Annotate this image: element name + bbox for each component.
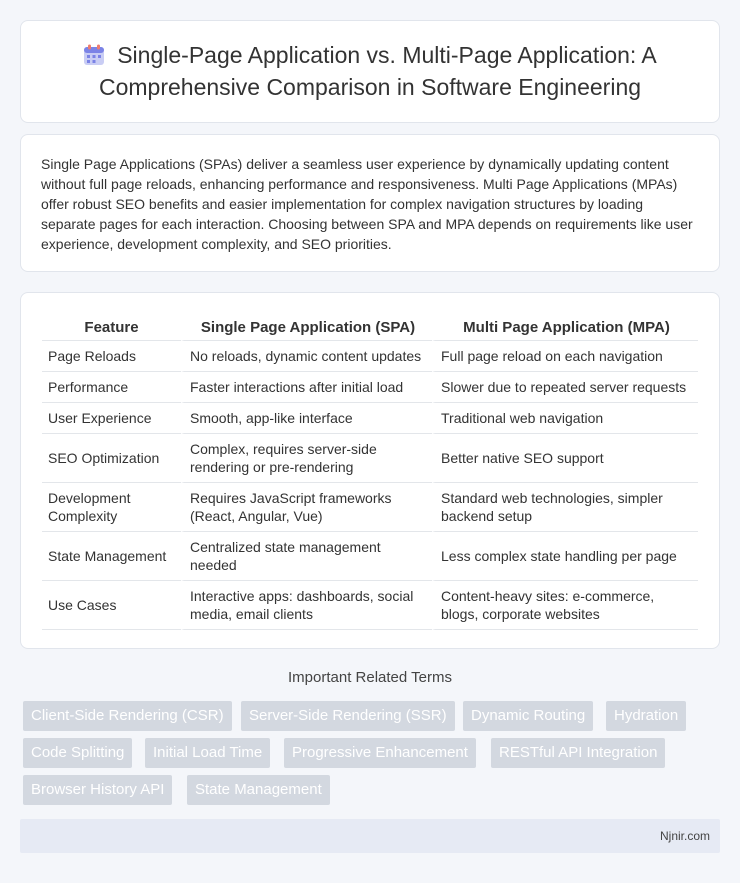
- related-terms-heading: Important Related Terms: [288, 669, 452, 686]
- tag-browser-history-api[interactable]: Browser History API: [23, 775, 172, 805]
- tag-initial-load-time[interactable]: Initial Load Time: [145, 738, 270, 768]
- spa-cell: Requires JavaScript frameworks (React, Angular, Vue): [181, 483, 432, 532]
- tag-dynamic-routing[interactable]: Dynamic Routing: [463, 701, 593, 731]
- feature-cell: Development Complexity: [42, 483, 181, 532]
- feature-cell: Page Reloads: [42, 341, 181, 372]
- table-row: [42, 434, 698, 483]
- spa-cell: Faster interactions after initial load: [181, 372, 432, 403]
- table-row: [42, 532, 698, 581]
- table-row: [42, 341, 698, 372]
- feature-cell: Use Cases: [42, 581, 181, 630]
- spa-cell: Centralized state management needed: [181, 532, 432, 581]
- mpa-cell: Traditional web navigation: [432, 403, 698, 434]
- header-feature: Feature: [42, 313, 181, 341]
- mpa-cell: Standard web technologies, simpler backend setup: [432, 483, 698, 532]
- table-row: [42, 372, 698, 403]
- spa-cell: Interactive apps: dashboards, social media, email clients: [181, 581, 432, 630]
- header-spa: Single Page Application (SPA): [181, 313, 432, 341]
- table-row: [42, 403, 698, 434]
- comparison-table: [42, 313, 698, 630]
- mpa-cell: Less complex state handling per page: [432, 532, 698, 581]
- footer: [20, 819, 720, 853]
- tag-client-side-rendering[interactable]: Client-Side Rendering (CSR): [23, 701, 232, 731]
- mpa-cell: Slower due to repeated server requests: [432, 372, 698, 403]
- calendar-icon: [83, 44, 105, 73]
- spa-cell: Smooth, app-like interface: [181, 403, 432, 434]
- spa-cell: No reloads, dynamic content updates: [181, 341, 432, 372]
- header-mpa: Multi Page Application (MPA): [432, 313, 698, 341]
- mpa-cell: Content-heavy sites: e-commerce, blogs, corporate websites: [432, 581, 698, 630]
- title-text: Single-Page Application vs. Multi-Page Application: A Comprehensive Comparison in Software Engineering: [98, 42, 657, 100]
- tag-server-side-rendering[interactable]: Server-Side Rendering (SSR): [241, 701, 455, 731]
- feature-cell: SEO Optimization: [42, 434, 181, 483]
- tag-state-management[interactable]: State Management: [187, 775, 330, 805]
- tag-progressive-enhancement[interactable]: Progressive Enhancement: [284, 738, 476, 768]
- title-card: [20, 20, 720, 123]
- feature-cell: User Experience: [42, 403, 181, 434]
- footer-brand[interactable]: Njnir.com: [659, 829, 710, 843]
- spa-cell: Complex, requires server-side rendering or pre-rendering: [181, 434, 432, 483]
- feature-cell: State Management: [42, 532, 181, 581]
- mpa-cell: Full page reload on each navigation: [432, 341, 698, 372]
- table-header-row: [42, 313, 698, 341]
- intro-paragraph: Single Page Applications (SPAs) deliver a seamless user experience by dynamically updating content without full page reloads, enhancing performance and responsiveness. Multi Page Applications (MPAs) offer robust SEO benefits and easier implementation for complex navigation structures by loading separate pages for each interaction. Choosing between SPA and MPA depends on requirements like user experience, development complexity, and SEO priorities.: [41, 156, 693, 252]
- comparison-card: [20, 292, 720, 649]
- mpa-cell: Better native SEO support: [432, 434, 698, 483]
- tag-restful-api-integration[interactable]: RESTful API Integration: [491, 738, 665, 768]
- page-title: [21, 41, 719, 102]
- tag-hydration[interactable]: Hydration: [606, 701, 686, 731]
- tag-code-splitting[interactable]: Code Splitting: [23, 738, 132, 768]
- feature-cell: Performance: [42, 372, 181, 403]
- intro-card: [20, 134, 720, 272]
- table-row: [42, 581, 698, 630]
- table-row: [42, 483, 698, 532]
